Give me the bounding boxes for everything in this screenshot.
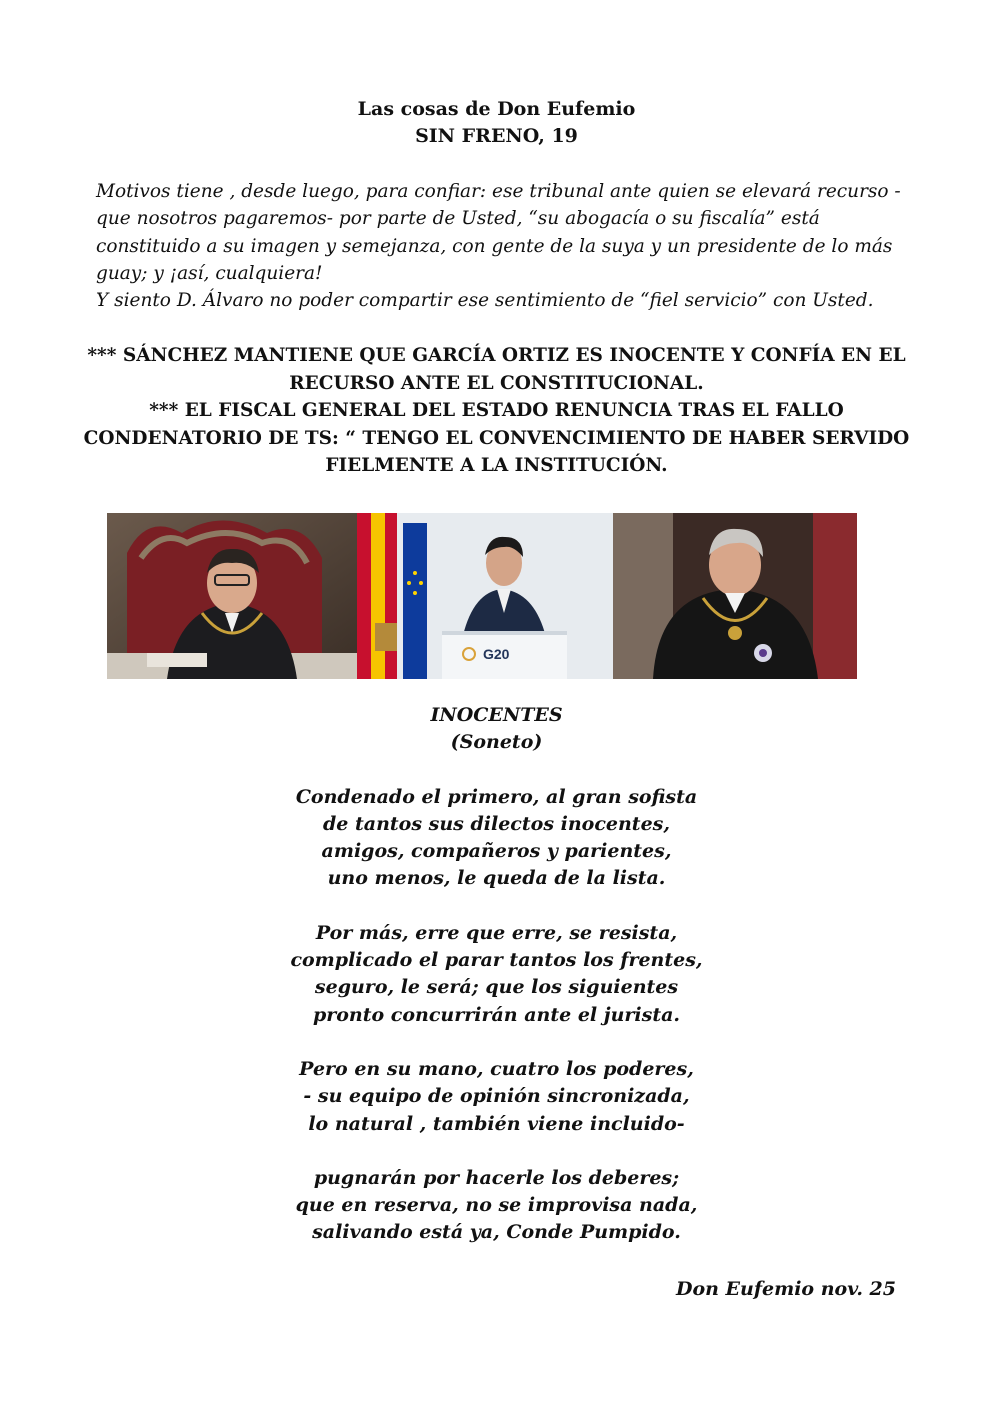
intro-paragraph: Motivos tiene , desde luego, para confiar: ese tribunal ante quien se elevará recurso -que nosotros pagaremos- por parte de Usted, “su abogacía o su fiscalía” está constituido a su imagen y semejanza, con gente de la suya y un presidente de lo más guay; y ¡así, cualquiera! — [96, 181, 901, 284]
intro-paragraph: Y siento D. Álvaro no poder compartir ese sentimiento de “fiel servicio” con Usted. — [96, 290, 874, 312]
column-subtitle: SIN FRENO, 19 — [415, 125, 578, 147]
poem-line: Por más, erre que erre, se resista, — [315, 921, 678, 944]
poem-line: complicado el parar tantos los frentes, — [290, 949, 703, 972]
photo-strip — [107, 513, 857, 679]
poem-line: seguro, le será; que los siguientes — [314, 976, 679, 999]
poem-stanza — [0, 920, 993, 1029]
poem-line: uno menos, le queda de la lista. — [327, 867, 666, 890]
poem-line: pugnarán por hacerle los deberes; — [313, 1166, 680, 1189]
poem-line: de tantos sus dilectos inocentes, — [323, 812, 670, 835]
poem-stanza — [0, 1165, 993, 1247]
poem-line: Pero en su mano, cuatro los poderes, — [299, 1057, 694, 1080]
signature: Don Eufemio nov. 25 — [675, 1278, 896, 1300]
poem-line: lo natural , también viene incluido- — [308, 1112, 685, 1135]
photo-fiscal-general — [107, 513, 357, 679]
poem-stanza — [0, 784, 993, 893]
intro-text — [96, 178, 906, 314]
poem-title: INOCENTES — [430, 704, 563, 726]
poem-line: Condenado el primero, al gran sofista — [295, 785, 698, 808]
poem — [0, 702, 993, 1247]
poem-stanza — [0, 1056, 993, 1138]
headline: *** EL FISCAL GENERAL DEL ESTADO RENUNCIA TRAS EL FALLO CONDENATORIO DE TS: “ TENGO EL CONVENCIMIENTO DE HABER SERVIDO FIELMENTE A LA INSTITUCIÓN. — [83, 400, 910, 476]
poem-line: salivando está ya, Conde Pumpido. — [312, 1221, 681, 1244]
headlines — [80, 342, 913, 480]
headline: *** SÁNCHEZ MANTIENE QUE GARCÍA ORTIZ ES INOCENTE Y CONFÍA EN EL RECURSO ANTE EL CONSTITUCIONAL. — [87, 345, 906, 394]
poem-line: - su equipo de opinión sincronizada, — [303, 1085, 690, 1108]
photo-conde-pumpido — [613, 513, 857, 679]
photo-presidente-podium — [357, 513, 613, 679]
column-title: Las cosas de Don Eufemio — [357, 98, 636, 120]
poem-subtitle: (Soneto) — [450, 731, 543, 754]
poem-line: que en reserva, no se improvisa nada, — [295, 1194, 698, 1217]
podium-text: G20 — [483, 646, 510, 662]
poem-line: pronto concurrirán ante el jurista. — [312, 1003, 681, 1026]
poem-line: amigos, compañeros y parientes, — [321, 840, 672, 863]
header — [0, 96, 993, 150]
